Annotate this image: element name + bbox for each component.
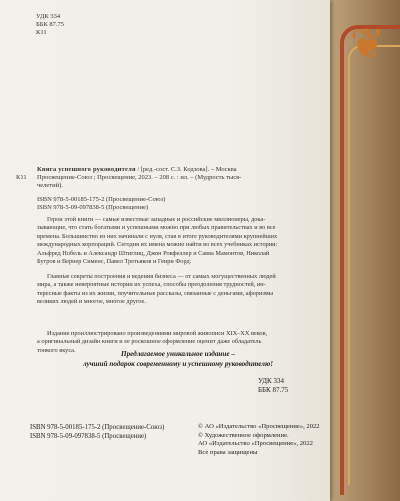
text-line: Главные секреты построения и ведения бизнеса — от самых могущественных людей [47,273,276,280]
text-line: тересные факты из их жизни, поучительные рассказы, связанные с деньгами, афоризмы [37,289,273,297]
book-title: Книга успешного руководителя [37,166,136,173]
promo-text [58,349,298,369]
udk-code: УДК 334 [258,377,284,385]
isbn-line: ISBN 978-5-00185-175-2 (Просвещение-Союз) [30,424,165,431]
copyright-line: АО «Издательство «Просвещение», 2022 [198,440,313,448]
copyright-block [198,423,320,457]
promo-line: лучший подарок современному и успешному руководителю! [82,360,273,368]
author-mark: К11 [36,29,47,36]
classification-codes [36,13,64,37]
text-line: великих людей и многое, многое другое. [37,298,146,306]
text-line: международных корпораций. Сегодня их имена можно найти во всех учебниках истории: [37,241,278,249]
copyright-line: © Художественное оформление. [198,431,289,439]
editor-info: / [ред.-сост. С.З. Кодзова]. – Москва [135,166,237,173]
bbk-code: ББК 87.75 [36,21,65,28]
isbn-block [37,196,165,212]
publisher-info: Просвещение-Союз ; Просвещение, 2023. – 208 с. : ил. – (Мудрость тыся- [37,174,242,181]
text-line: Бугров и Вернер Сименс, Павел Третьяков и Генри Форд. [37,258,192,266]
text-line: Издание проиллюстрировано произведениями мировой живописи XIX–XX веков, [47,330,268,337]
text-line: тонкого вкуса. [37,346,76,354]
udk-code: УДК 334 [36,13,61,20]
text-line: зывающие, что стать богатыми и успешными можно при любых правительствах и во все [37,224,276,232]
text-line: времена. Большинство из них начинали с нуля, став в итоге руководителями крупнейших [37,232,278,240]
isbn-line: ISBN 978-5-00185-175-2 (Просвещение-Союз) [37,196,166,203]
series-info: челетий). [37,182,63,189]
copyright-line: Все права защищены [198,448,258,456]
classification-codes-bottom [258,377,288,395]
text-line: мира, а также невероятные истории их успеха, способы преодоления трудностей, ин- [37,281,266,289]
text-line: Герои этой книги — самые известные западные и российские миллионеры, дока- [47,216,266,223]
isbn-line: ISBN 978-5-09-097838-5 (Просвещение) [30,433,147,440]
bibliographic-record [16,166,316,190]
annotation-paragraph [37,273,317,307]
text-line: а оригинальный дизайн книги и ее роскошное оформление оценит даже обладатель [37,338,262,346]
promo-line: Предлагаемое уникальное издание – [120,350,236,358]
text-line: Альфред Нобель и Александр Штиглиц, Джон Рокфеллер и Савва Мамонтов, Николай [37,249,270,257]
isbn-block-bottom [30,423,164,441]
ornamental-frame-inner [348,45,400,485]
scroll-ornament-icon: ❦ [350,22,386,68]
author-mark-inline: К11 [16,174,27,182]
bbk-code: ББК 87.75 [258,386,289,394]
copyright-line: © АО «Издательство «Просвещение», 2022 [198,423,320,430]
isbn-line: ISBN 978-5-09-097838-5 (Просвещение) [37,204,149,211]
annotation-paragraph [37,216,317,266]
